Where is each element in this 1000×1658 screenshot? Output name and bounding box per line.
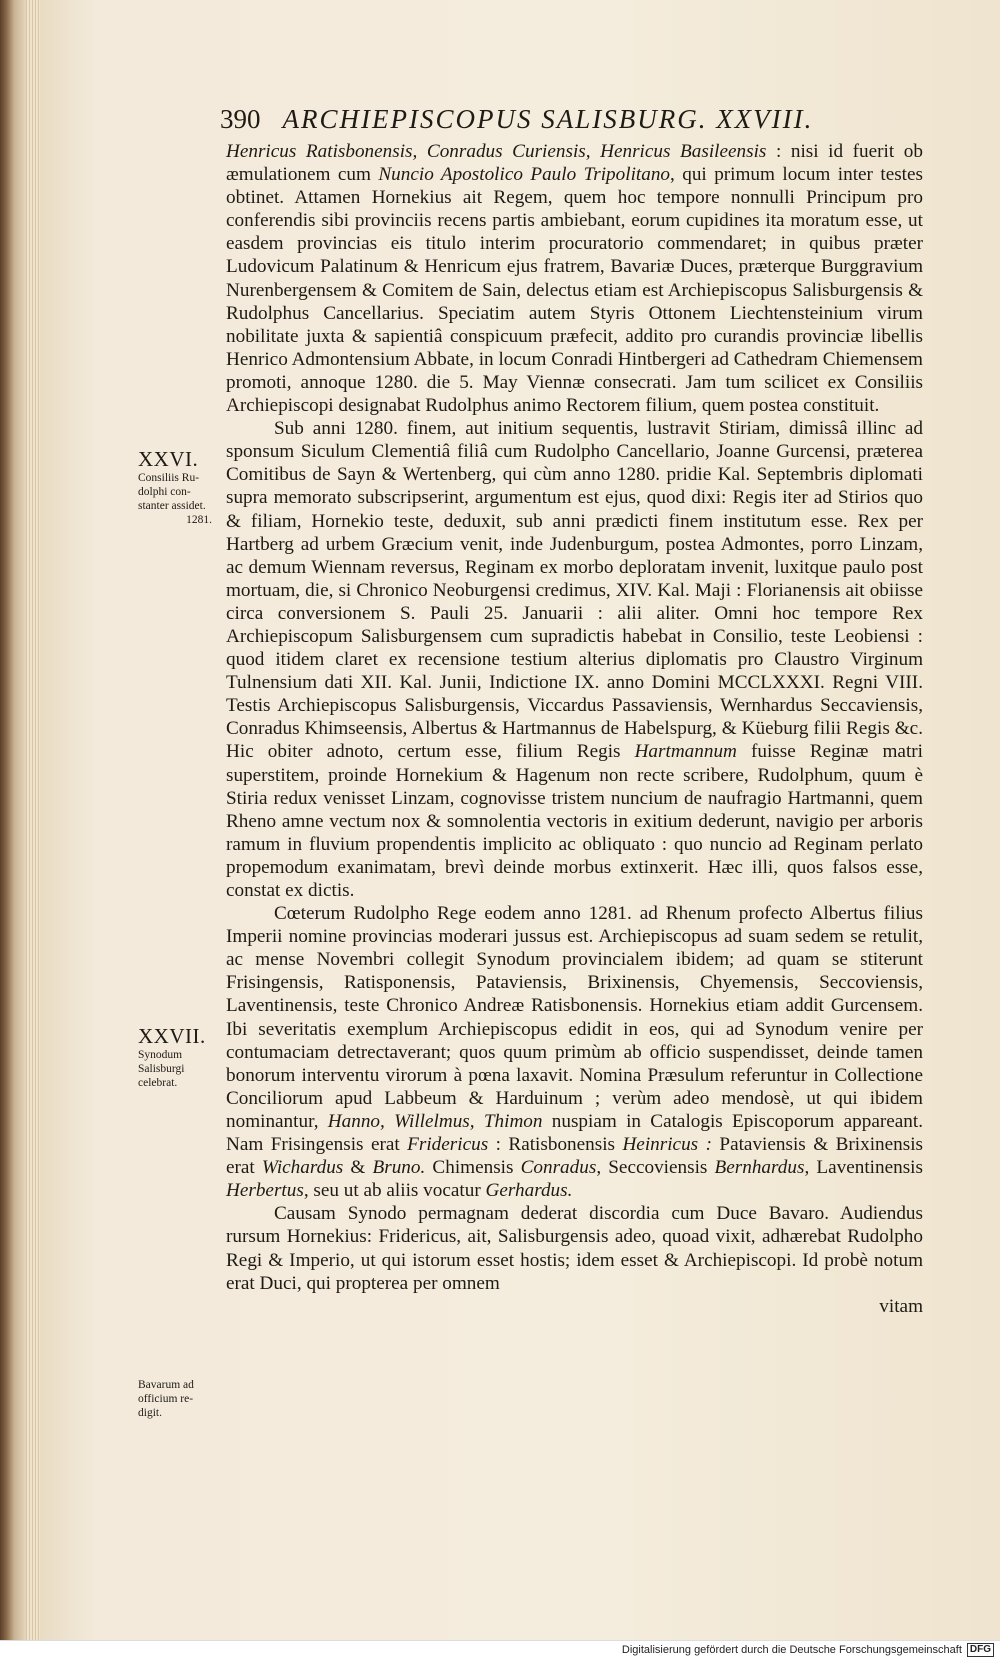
text-run: Sub anni 1280. finem, aut initium sequentis, lustravit Stiriam, dimissâ illinc ad sponsum Siculum Clementiâ filiâ cum Rudolpho Cancellario, Joanne Gurcensi, præterea Comitibus de Sayn & Wertenberg, qui cùm anno 1280. pridie Kal. Septembris diplomati supra memorato subscripserint, argumentum est ejus, quod dixi: Regis iter ad Stirios quo & filiam, Hornekio teste, deduxit, sub anni prædicti finem institutum esse. Rex per Hartberg ad urbem Græcium venit, inde Judenburgum, postea Admontes, porro Linzam, ac demum Wiennam reversus, Reginam ex morbo deploratam invenit, luxitque paulo post mortuam, die, si Chronico Neoburgensi credimus, XIV. Kal. Maji : Florianensis ait obiisse circa conversionem S. Pauli 25. Januarii : alii aliter. Omni hoc tempore Rex Archiepiscopum Salisburgensem cum supradictis habebat in Consilio, teste Leobiensi : quod itidem claret ex recensione testium alterius diplomatis pro Claustro Virginum Tulnensium dati XII. Kal. Junii, Indictione IX. anno Domini MCCLXXXI. Regni VIII. Testis Archiepiscopus Salisburgensis, Viccardus Passaviensis, Wernhardus Seccaviensis, Conradus Khimseensis, Albertus & Hartmannus de Habelspurg, & Küeburg filii Regis &c. Hic obiter adnoto, certum esse, filium Regis bbox=[226, 418, 923, 763]
paragraph bbox=[226, 902, 923, 1202]
italic-text: Henricus Ratisbonensis, Conradus Curiensis, Henricus Basileensis bbox=[226, 141, 767, 162]
italic-text: Hartmannum bbox=[634, 741, 737, 763]
text-run: nuspiam in Catalogis Episcoporum appareant. Nam Frisingensis erat bbox=[226, 1110, 924, 1156]
running-head: ARCHIEPISCOPUS SALISBURG. XXVIII. bbox=[282, 104, 814, 134]
margin-note-line: officium re- bbox=[138, 1393, 194, 1405]
book-spine-shadow bbox=[0, 0, 26, 1640]
margin-note-bavarum bbox=[138, 1378, 222, 1420]
italic-text: Gerhardus. bbox=[485, 1180, 573, 1202]
italic-text: Bernhardus bbox=[714, 1157, 805, 1179]
italic-text: Nuncio Apostolico Paulo Tripolitano bbox=[378, 164, 671, 186]
page-header bbox=[220, 104, 900, 140]
margin-note-line: Synodum bbox=[138, 1049, 183, 1061]
italic-text: Hanno, Willelmus, Thimon bbox=[327, 1110, 543, 1132]
italic-text: Herbertus bbox=[226, 1180, 304, 1202]
margin-note-line: Consiliis Ru- bbox=[138, 472, 200, 484]
paragraph bbox=[226, 1202, 923, 1294]
margin-note-number: XXVI. bbox=[138, 447, 199, 471]
text-run: Pataviensis & Brixinensis erat bbox=[226, 1134, 923, 1179]
margin-note-xxvi bbox=[138, 447, 222, 527]
margin-note-number: XXVII. bbox=[138, 1024, 206, 1048]
main-text bbox=[226, 140, 923, 1318]
margin-note-line: Bavarum ad bbox=[138, 1379, 194, 1391]
text-run: , Seccoviensis bbox=[596, 1157, 715, 1179]
italic-text: Wichardus bbox=[261, 1157, 344, 1179]
dfg-logo-icon: DFG bbox=[967, 1643, 994, 1657]
margin-note-line: dolphi con- bbox=[138, 486, 191, 498]
italic-text: Conradus bbox=[520, 1157, 597, 1179]
catchword-line bbox=[226, 1295, 923, 1318]
text-run: fuisse Reginæ matri superstitem, proinde Hornekium & Hagenum non recte scribere, Rudolphum, quum è Stiria redux venisset Linzam, cognovisse tristem nuncium de naufragio Hartmanni, quem Rheno amne vectum nox & somnolentia vectoris in exitium dederunt, navigio per arboris ramum in fluvium propendentis implicito ac obliquato : quo nuncio ad Reginam perlato propemodum exanimatam, brevì deinde morbus extinxerit. Hæc illi, quos falsos esse, constat ex dictis. bbox=[226, 741, 924, 901]
text-run: : Ratisbonensis bbox=[488, 1134, 623, 1156]
text-run: Cœterum Rudolpho Rege eodem anno 1281. ad Rhenum profecto Albertus filius Imperii nomine provincias moderari jussus est. Archiepiscopus ad suam sedem se retulit, ac mense Novembri collegit Synodum provincialem ibidem; ad quam se stiterunt Frisingensis, Ratisponensis, Pataviensis, Brixinensis, Chyemensis, Seccoviensis, Laventinensis, teste Chronico Andreæ Ratisbonensis. Hornekius etiam addit Gurcensem. Ibi severitatis exemplum Archiepiscopus edidit in eos, qui ad Synodum venire per contumaciam detrectaverant; quos quum primùm ab officio suspendisset, deinde tamen bonorum interventu virorum à pœna laxavit. Nomina Præsulum referuntur in Collectione Conciliorum apud Labbeum & Harduinum ; verùm adeo mendosè, ut qui ibidem nominantur, bbox=[226, 903, 923, 1132]
margin-note-year: 1281. bbox=[186, 514, 212, 526]
italic-text: Bruno. bbox=[372, 1157, 426, 1179]
margin-note-line: digit. bbox=[138, 1407, 162, 1419]
text-run: , qui primum locum inter testes obtinet. Attamen Hornekius ait Regem, quem hoc tempore nonnulli Principum pro conferendis sibi provinciis recens partis ambiebant, eorum cupidines ita moratum esse, ut easdem provincias eis titulo interim procuratorio commendaret; in quibus præter Ludovicum Palatinum & Henricum ejus fratrem, Bavariæ Duces, præterque Burggravium Nurenbergensem & Comitem de Sain, delectus etiam est Archiepiscopus Salisburgensis & Rudolphus Cancellarius. Speciatim autem Styris Ottonem Liechtensteinium virum nobilitate juxta & sapientiâ conspicuum præfecit, addito pro curandis provinciæ libellis Henrico Admontensium Abbate, in locum Conradi Hintbergeri ad Cathedram Chiemensem promoti, annoque 1280. die 5. May Viennæ consecrati. Jam tum scilicet ex Consiliis Archiepiscopi designabat Rudolphus animo Rectorem filium, quem postea constituit. bbox=[226, 164, 923, 417]
page-edges bbox=[26, 0, 40, 1640]
margin-note-line: celebrat. bbox=[138, 1077, 178, 1089]
text-run: Chimensis bbox=[425, 1157, 521, 1179]
text-run: , seu ut ab aliis vocatur bbox=[303, 1180, 486, 1202]
catchword: vitam bbox=[879, 1295, 923, 1317]
margin-note-line: stanter assidet. bbox=[138, 500, 206, 512]
paragraph bbox=[226, 417, 923, 902]
italic-text: Fridericus bbox=[407, 1134, 489, 1156]
text-run: & bbox=[343, 1157, 373, 1179]
paragraph bbox=[226, 140, 923, 417]
text-run: : nisi id fuerit ob æmulationem cum bbox=[226, 141, 923, 186]
margin-note-line: Salisburgi bbox=[138, 1063, 185, 1075]
text-run: Causam Synodo permagnam dederat discordia cum Duce Bavaro. Audiendus rursum Hornekius: Fridericus, ait, Salisburgensis adeo, quoad vixit, adhærebat Rudolpho Regi & Imperio, ut qui istorum esset hostis; idem esset & Archiepiscopi. Id probè notum erat Duci, qui propterea per omnem bbox=[226, 1203, 923, 1294]
text-run: , Laventinensis bbox=[804, 1157, 923, 1179]
footer-bar bbox=[0, 1640, 1000, 1658]
italic-text: Heinricus : bbox=[622, 1134, 712, 1156]
page-number: 390 bbox=[220, 104, 261, 134]
margin-note-xxvii bbox=[138, 1024, 222, 1090]
footer-credit: Digitalisierung gefördert durch die Deutsche Forschungsgemeinschaft bbox=[621, 1643, 962, 1656]
